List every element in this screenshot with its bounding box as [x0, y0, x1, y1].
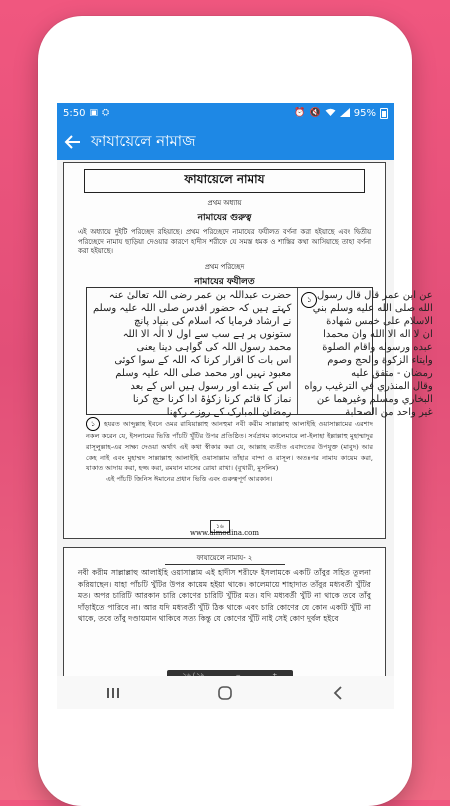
arabic-line: الله صلى الله عليه وسلم بني — [312, 303, 433, 314]
back-arrow-icon[interactable] — [63, 132, 83, 152]
urdu-line: اس بات کا اقرار کرنا کہ اللہ کے سوا کوئی — [114, 355, 292, 366]
urdu-column — [87, 288, 298, 418]
recents-button[interactable] — [93, 678, 133, 708]
pdf-viewer[interactable] — [57, 160, 433, 676]
signal-icon — [340, 108, 350, 120]
arabic-line: عبده ورسوله واقام الصلوة — [322, 342, 433, 353]
notification-icon: ⛭ — [101, 108, 110, 118]
arabic-line: وقال المنذري في الترغيب رواه — [304, 381, 433, 392]
urdu-line: نماز کا قائم کرنا زکوٰۃ ادا کرنا حج کرنا — [132, 394, 292, 405]
book-title: ফাযায়েলে নামায — [84, 169, 365, 193]
urdu-line: نے ارشاد فرمایا کہ اسلام کی بنیاد پانچ — [134, 316, 292, 327]
hadith-number: ১ — [301, 292, 317, 308]
page-number-tag: ১৬ — [210, 520, 230, 533]
conclusion-line: এই পাঁচটি জিনিস ঈমানের প্রধান ভিত্তি এবং গুরুত্বপূর্ণ আরকান। — [106, 475, 273, 484]
alarm-icon: ⏰ — [294, 108, 306, 118]
intro-paragraph: এই অধ্যায়ে দুইটি পরিচ্ছেদ রহিয়াছে। প্রথম পরিচ্ছেদে নামাযের ফযীলত বর্ণনা করা হইয়াছে এবং দ্বিতীয় পরিচ্ছেদে নামায ছাড়িয়া দেওয়ার কারণে হাদীস শরীফে যে সমস্ত ধমক ও শাস্তির কথা আসিয়াছে তাহা বর্ণনা করা হইয়াছে। — [78, 228, 371, 255]
app-title: ফাযায়েলে নামাজ — [91, 131, 196, 150]
page2-paragraph: নবী করীম সাল্লাল্লাহু আলাইহি ওয়াসাল্লাম এই হাদীস শরীফে ইসলামকে একটি তাঁবুর সহিত তুলনা করিয়াছেন। যাহা পাঁচটি খুঁটির উপর কায়েম হইয়া থাকে। কালেমায়ে শাহাদাত তাঁবুর মধ্যবর্তী খুঁটির মত। অপর চারিটি আরকান চারি কোণের চারিটি খুঁটির মত। যদি মধ্যবর্তী খুঁটি না থাকে তবে তাঁবু দাঁড়াইতে পারিবে না। আর যদি মধ্যবর্তী খুঁটি ঠিক থাকে এবং চারি কোণের যে কোন একটি খুঁটি না থাকে, তবে তাঁবু দণ্ডায়মান থাকিবে সত্য কিন্তু যে কোণের খুঁটি নাই সেই কোণ দুর্বল হইবে — [78, 568, 371, 624]
home-button[interactable] — [205, 678, 245, 708]
battery-percent: 95% — [353, 108, 376, 119]
android-nav-bar — [57, 676, 394, 709]
translation-paragraph — [86, 417, 373, 474]
section-label: প্রথম পরিচ্ছেদ — [204, 262, 245, 271]
arabic-line: رمضان - متفق عليه — [351, 368, 433, 379]
back-chevron-icon — [333, 686, 343, 700]
website-url: www.almodina.com — [189, 529, 260, 537]
image-icon: ▣ — [89, 108, 98, 118]
translation-block — [86, 417, 373, 485]
arabic-line: وايتاء الزكوة والحج وصوم — [327, 355, 433, 366]
urdu-line: معبود نہیں اور محمد صلی اللہ علیہ وسلم — [115, 368, 292, 379]
recents-icon — [106, 687, 120, 699]
chapter-label: প্রথম অধ্যায় — [207, 199, 242, 207]
wifi-icon — [325, 108, 336, 120]
arabic-line: الاسلام على خمس شهادة — [326, 316, 433, 327]
chapter-heading: নামাযের গুরুত্ব — [197, 213, 252, 223]
back-button[interactable] — [318, 678, 358, 708]
clock: 5:50 — [63, 108, 86, 119]
section-heading: নামাযের ফযীলত — [194, 276, 255, 287]
translation-text: হযরত আব্দুল্লাহ ইবনে ওমর রাযিয়াল্লাহু আনহুমা নবী করীম সাল্লাল্লাহু আলাইহি ওয়াসাল্লামের এরশাদ নকল করেন যে, ইসলামের ভিত্তি পাঁচটি খুঁটির উপর প্রতিষ্ঠিত। সর্বপ্রথম কালেমায়ে লা-ইলাহা ইল্লাল্লাহু মুহাম্মাদুর রাসূলুল্লাহ-এর সাক্ষ্য দেওয়া অর্থাৎ এই কথা স্বীকার করা যে, আল্লাহ ব্যতীত এবাদতের উপযুক্ত (মাবুদ) আর কেহ নাই এবং মুহাম্মদ সাল্লাল্লাহু আলাইহি ওয়াসাল্লাম তাঁহার বান্দা ও রাসূল। অতঃপর নামায কায়েম করা, যাকাত আদায় করা, হজ্জ করা, রমযান মাসের রোযা রাখা। (বুখারী, মুসলিম) — [86, 420, 373, 473]
app-screen — [57, 103, 433, 709]
running-header: ফাযায়েলে নামায- ২ — [165, 552, 285, 565]
arabic-line: غير واحد من الصحابة — [345, 407, 433, 418]
translation-number: ১ — [86, 417, 100, 431]
battery-icon — [380, 108, 388, 119]
urdu-line: رمضان المبارک کے روزے رکھنا — [166, 407, 292, 418]
urdu-line: ستونوں پر ہے سب سے اول لا الٰہ الا اللہ — [122, 329, 292, 340]
arabic-line: ان لا اله الا الله وان محمدا — [323, 329, 433, 340]
arabic-line: عن ابن عمر قال قال رسول — [317, 290, 433, 301]
home-icon — [217, 685, 233, 701]
arabic-column — [298, 288, 438, 418]
mute-icon: 🔇 — [309, 108, 321, 118]
urdu-line: کہتے ہیں کہ حضور اقدس صلی اللہ علیہ وسلم — [93, 303, 292, 314]
status-bar — [57, 103, 394, 124]
urdu-line: اس کے بندے اور رسول ہیں اس کے بعد — [130, 381, 292, 392]
arabic-line: البخاري ومسلم وغيرهما عن — [316, 394, 433, 405]
urdu-line: حضرت عبداللہ بن عمر رضی اللہ تعالیٰ عنہ — [108, 290, 292, 301]
pdf-page — [63, 162, 433, 539]
urdu-line: محمد رسول اللہ کی گواہی دینا یعنی — [136, 342, 292, 353]
pdf-page — [63, 547, 386, 687]
hadith-box — [86, 287, 433, 418]
app-bar — [57, 124, 394, 160]
